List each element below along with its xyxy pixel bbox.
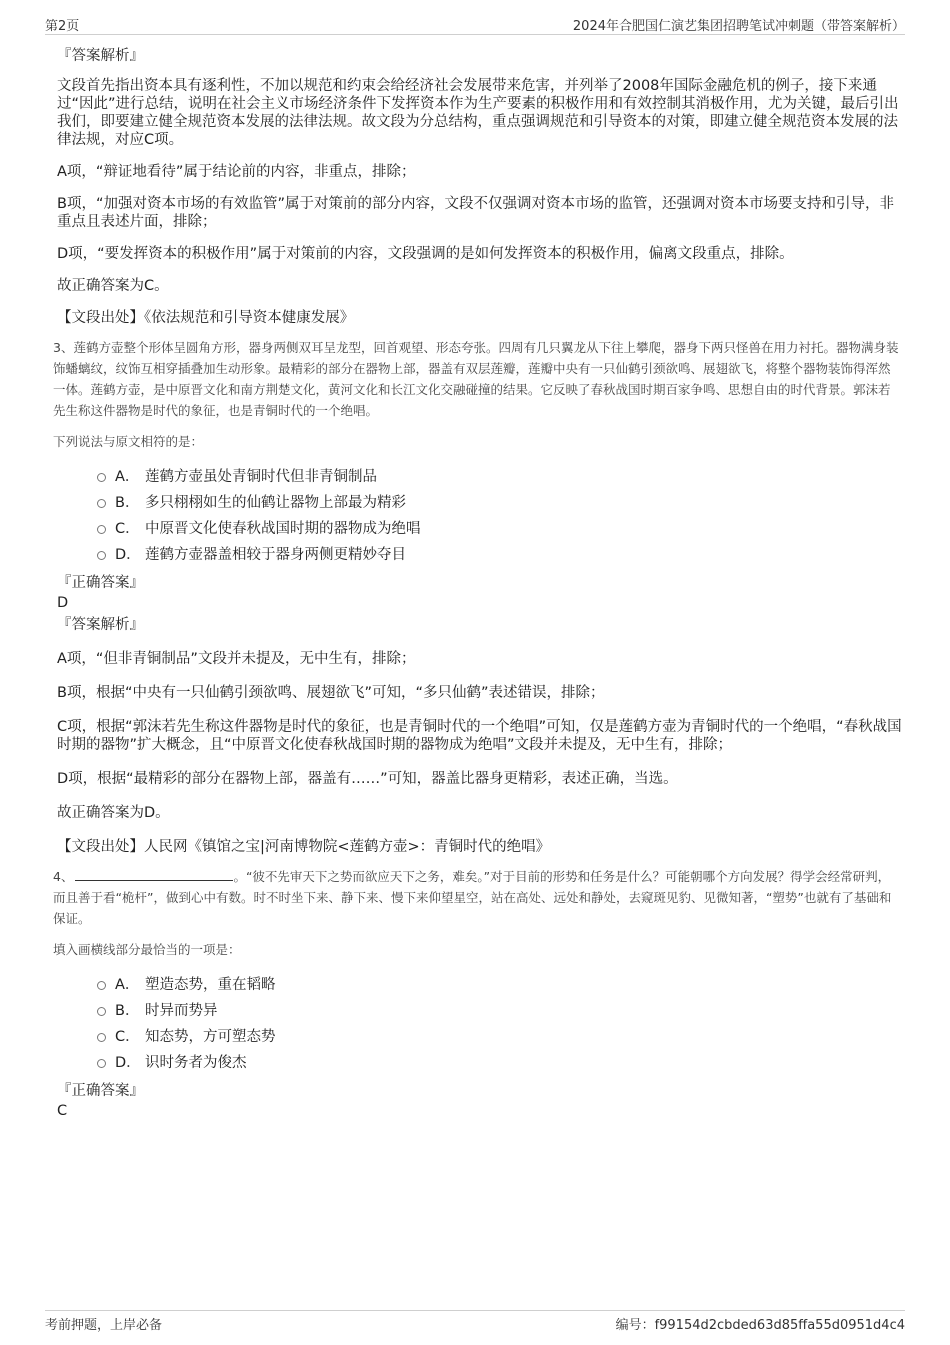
analysis-option-a: A项，“辩证地看待”属于结论前的内容，非重点，排除； — [57, 164, 416, 180]
option-b[interactable]: B． 多只栩栩如生的仙鹤让器物上部最为精彩 — [57, 490, 902, 516]
option-b[interactable]: B． 时异而势异 — [57, 998, 902, 1024]
page-footer — [45, 1310, 905, 1331]
analysis-label: 『答案解析』 — [57, 617, 144, 633]
analysis-option-b: B项，根据“中央有一只仙鹤引颈欲鸣、展翅欲飞”可知，“多只仙鹤”表述错误，排除； — [57, 685, 605, 701]
fill-blank-line — [75, 867, 233, 881]
radio-icon[interactable] — [97, 473, 106, 482]
page-header — [45, 12, 905, 35]
source-citation: 【文段出处】《依法规范和引导资本健康发展》 — [57, 310, 355, 326]
option-c[interactable]: C． 知态势，方可塑态势 — [57, 1024, 902, 1050]
option-c[interactable]: C． 中原晋文化使春秋战国时期的器物成为绝唱 — [57, 516, 902, 542]
option-a[interactable]: A． 莲鹤方壶虽处青铜时代但非青铜制品 — [57, 464, 902, 490]
option-a[interactable]: A． 塑造态势，重在韬略 — [57, 972, 902, 998]
analysis-option-a: A项，“但非青铜制品”文段并未提及，无中生有，排除； — [57, 651, 416, 667]
radio-icon[interactable] — [97, 525, 106, 534]
main-content — [53, 44, 902, 1120]
analysis-option-c: C项，根据“郭沫若先生称这件器物是时代的象征，也是青铜时代的一个绝唱”可知，仅是莲鹤方壶为青铜时代的一个绝唱，“春秋战国时期的器物”扩大概念，且“中原晋文化使春秋战国时期的器物成为绝唱”文段并未提及，无中生有，排除； — [57, 719, 902, 753]
radio-icon[interactable] — [97, 981, 106, 990]
question-3-options — [57, 464, 902, 568]
analysis-label: 『答案解析』 — [57, 48, 144, 64]
correct-answer-label: 『正确答案』 — [57, 575, 144, 591]
question-3-passage: 3、莲鹤方壶整个形体呈圆角方形，器身两侧双耳呈龙型，回首观望、形态夸张。四周有几只翼龙从下往上攀爬，器身下两只怪兽在用力衬托。器物满身装饰蟠螭纹，纹饰互相穿插叠加生动形象。最精彩的部分在器物上部，器盖有双层莲瓣，莲瓣中央有一只仙鹤引颈欲鸣、展翅欲飞，将整个器物装饰得浑然一体。莲鹤方壶，是中原晋文化和南方荆楚文化，黄河文化和长江文化交融碰撞的结果。它反映了春秋战国时期百家争鸣、思想自由的时代背景。郭沫若先生称这件器物是时代的象征，也是青铜时代的一个绝唱。 — [53, 340, 899, 418]
page-number: 第2页 — [45, 19, 80, 34]
question-3-prompt: 下列说法与原文相符的是： — [53, 434, 204, 449]
analysis-text: 文段首先指出资本具有逐利性，不加以规范和约束会给经济社会发展带来危害，并列举了2008年国际金融危机的例子，接下来通过“因此”进行总结，说明在社会主义市场经济条件下发挥资本作为生产要素的积极作用和有效控制其消极作用，尤为关键，最后引出我们，即要建立健全规范资本发展的法律法规。故文段为分总结构，重点强调规范和引导资本的对策，即建立健全规范资本发展的法律法规，对应C项。 — [57, 78, 899, 148]
document-title: 2024年合肥国仁演艺集团招聘笔试冲刺题（带答案解析） — [572, 19, 905, 34]
question-4-options — [57, 972, 902, 1076]
correct-answer-label: 『正确答案』 — [57, 1083, 144, 1099]
option-d[interactable]: D． 识时务者为俊杰 — [57, 1050, 902, 1076]
radio-icon[interactable] — [97, 1033, 106, 1042]
question-4-prompt: 填入画横线部分最恰当的一项是： — [53, 942, 241, 957]
answer-conclusion: 故正确答案为C。 — [57, 278, 169, 294]
correct-answer: C — [57, 1103, 68, 1119]
option-d[interactable]: D． 莲鹤方壶器盖相较于器身两侧更精妙夺目 — [57, 542, 902, 568]
radio-icon[interactable] — [97, 1059, 106, 1068]
footer-slogan: 考前押题，上岸必备 — [45, 1318, 163, 1333]
radio-icon[interactable] — [97, 551, 106, 560]
correct-answer: D — [57, 595, 69, 611]
answer-conclusion: 故正确答案为D。 — [57, 805, 170, 821]
analysis-option-b: B项，“加强对资本市场的有效监管”属于对策前的部分内容，文段不仅强调对资本市场的监管，还强调对资本市场要支持和引导，非重点且表述片面，排除； — [57, 196, 894, 230]
radio-icon[interactable] — [97, 1007, 106, 1016]
question-4-passage: 4、 。“彼不先审天下之势而欲应天下之务，难矣。”对于目前的形势和任务是什么？可能朝哪个方向发展？得学会经常研判，而且善于看“桅杆”，做到心中有数。时不时坐下来、静下来、慢下来仰望星空，站在高处、远处和静处，去窥斑见豹、见微知著，“塑势”也就有了基础和保证。 — [53, 869, 892, 926]
document-id: 编号：f99154d2cbded63d85ffa55d0951d4c4 — [615, 1318, 905, 1333]
radio-icon[interactable] — [97, 499, 106, 508]
source-citation: 【文段出处】人民网《镇馆之宝|河南博物院<莲鹤方壶>：青铜时代的绝唱》 — [57, 839, 551, 855]
analysis-option-d: D项，“要发挥资本的积极作用”属于对策前的内容，文段强调的是如何发挥资本的积极作用，偏离文段重点，排除。 — [57, 246, 794, 262]
analysis-option-d: D项，根据“最精彩的部分在器物上部，器盖有……”可知，器盖比器身更精彩，表述正确，当选。 — [57, 771, 678, 787]
